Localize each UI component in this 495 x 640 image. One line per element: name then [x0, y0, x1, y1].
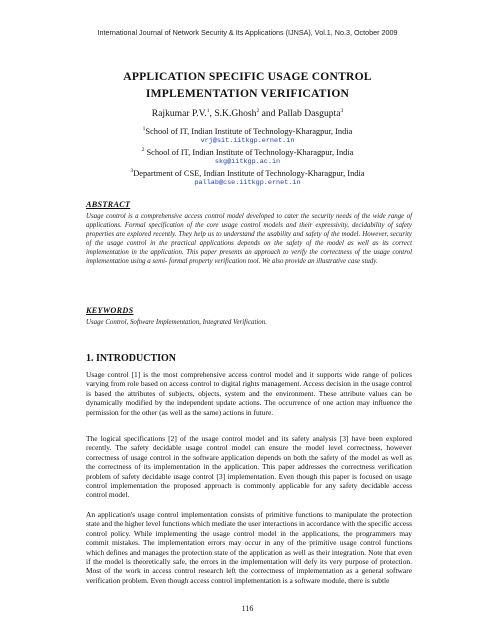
abstract-heading: ABSTRACT — [86, 200, 131, 209]
affiliation-2 — [0, 148, 495, 167]
paragraph-1: Usage control [1] is the most comprehensive access control model and it supports wide range of polices varying from role based on access control to digital rights management. Access decision in the usage control is based the attributes of subjects, objects, system and the environment. These attribute values can be dynamically modified by the independent update actions. The occurrence of one action may influence the permission for the other (as well as the same) actions in future. — [86, 370, 412, 417]
author-name-2: S.K.Ghosh — [214, 108, 257, 119]
affiliation-3 — [0, 169, 495, 188]
keywords-heading: KEYWORDS — [86, 306, 134, 315]
author-name-1: Rajkumar P.V. — [151, 108, 207, 119]
keywords-text: Usage Control, Software Implementation, Integrated Verification. — [86, 319, 267, 326]
affiliation-sup: 1 — [142, 126, 146, 133]
title-line-1: APPLICATION SPECIFIC USAGE CONTROL — [123, 70, 372, 83]
affiliation-sup: 2 — [141, 147, 145, 154]
author-line — [0, 108, 495, 119]
email-link[interactable]: pallab@cse.iitkgp.ernet.in — [194, 179, 301, 187]
paragraph-3: An application's usage control implementation consists of primitive functions to manipulate the protection state and the higher level functions which mediate the user interactions in accordance with the specific access control policy. While implementing the usage control model in the applications, the programmers may commit mistakes. The implementation errors may occur in any of the primitive usage control functions which defines and manages the protection state of the application as well as their integration. Note that even if the model is theoretically safe, the errors in the implementation will defy its very purpose of protection. Most of the work in access control research left the correctness of implementation as a general software verification problem. Even though access control implementation is a software module, there is subtle — [86, 510, 412, 585]
author-separator: and — [259, 108, 278, 119]
author-separator: , — [209, 108, 215, 119]
journal-header: International Journal of Network Security & Its Applications (IJNSA), Vol.1, No.3, October 2009 — [97, 28, 398, 37]
affiliation-1 — [0, 127, 495, 146]
section-heading-introduction: 1. INTRODUCTION — [86, 353, 177, 364]
page-number: 116 — [241, 604, 254, 613]
author-name-3: Pallab Dasgupta — [277, 108, 341, 119]
paragraph-2: The logical specifications [2] of the usage control model and its safety analysis [3] have been explored recently. The safety decidable usage control model can ensure the model level correctness, however correctness of usage control in the software application depends on both the safety of the model as well as the correctness of its implementation in the application. This paper addresses the correctness verification problem of safety decidable usage control [3] implementation. Even though this paper is focused on usage control implementation the proposed approach is commonly applicable for any safety decidable access control model. — [86, 434, 412, 500]
email-link[interactable]: skg@iitkgp.ac.in — [214, 158, 281, 166]
affiliation-name: $^1$School of IT, Indian Institute of Technology-Kharagpur, India — [142, 126, 353, 136]
author-sup-2: 2 — [256, 107, 260, 114]
abstract-text: Usage control is a comprehensive access control model developed to cater the security needs of the wide range of applications. Formal specification of the core usage control models and their expressivity, decidability of safety properties are explored recently. They help us to understand the usability and safety of the model. However, security of the usage control in the practical applications depends on the safety of the model as well as its correct implementation in the application. This paper presents an approach to verify the correctness of the usage control implementation using a semi- formal property verification tool. We also provide an illustrative case study. — [86, 213, 412, 266]
affiliation-name: $^2$ School of IT, Indian Institute of Technology-Kharagpur, India — [141, 147, 354, 157]
author-sup-1: 1 — [206, 107, 210, 114]
email-link[interactable]: vrj@sit.iitkgp.ernet.in — [200, 137, 295, 145]
title-line-2: IMPLEMENTATION VERIFICATION — [145, 87, 350, 100]
affiliation-name: $^3$Department of CSE, Indian Institute of Technology-Kharagpur, India — [130, 168, 365, 178]
affiliation-sup: 3 — [130, 168, 134, 175]
author-sup-3: 3 — [340, 107, 344, 114]
paper-title — [0, 68, 495, 102]
